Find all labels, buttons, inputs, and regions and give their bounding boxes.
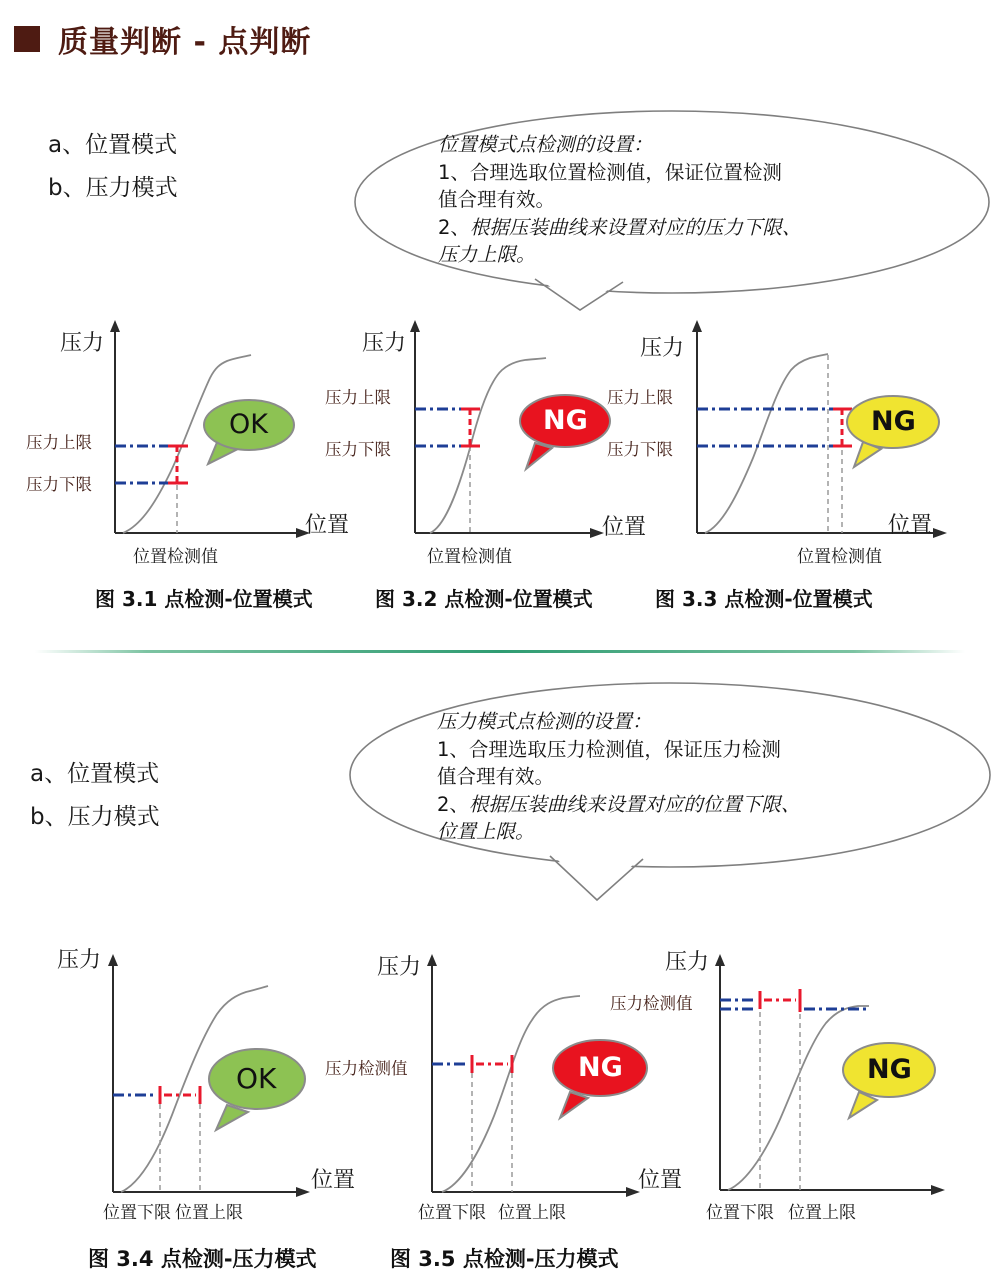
chart-pressure-mode-3-plot bbox=[600, 940, 1000, 1240]
chart-3-2-upper-limit-label: 压力上限 bbox=[325, 388, 391, 407]
chart-3-5-pos-upper-label: 位置上限 bbox=[498, 1203, 566, 1223]
chart-3-5-detect-label: 压力检测值 bbox=[325, 1059, 408, 1078]
s1-list-item-a: a、位置模式 bbox=[48, 132, 178, 158]
chart-3-3-yaxis-label: 压力 bbox=[640, 336, 685, 361]
s1-bubble-text bbox=[438, 131, 968, 269]
chart-3-3 bbox=[605, 318, 1000, 580]
s2-speech-bubble bbox=[345, 678, 1000, 913]
s2-bubble-text bbox=[437, 708, 977, 846]
chart-3-3-lower-limit-label: 压力下限 bbox=[607, 440, 673, 459]
s1-speech-bubble bbox=[350, 103, 998, 323]
chart-3-1-lower-limit-label: 压力下限 bbox=[26, 475, 92, 494]
caption-fig-3-5: 图 3.5 点检测-压力模式 bbox=[390, 1247, 619, 1271]
page-title: 质量判断 - 点判断 bbox=[58, 25, 312, 60]
chart-3-3-upper-limit-label: 压力上限 bbox=[607, 388, 673, 407]
chart-3-2-yaxis-label: 压力 bbox=[362, 331, 407, 356]
chart-3-4-result-badge: OK bbox=[236, 1062, 277, 1095]
caption-fig-3-3: 图 3.3 点检测-位置模式 bbox=[655, 587, 873, 611]
chart-3-4-xaxis-label: 位置 bbox=[311, 1168, 356, 1193]
chart-3-5-pos-lower-label: 位置下限 bbox=[418, 1203, 486, 1223]
chart-3-4-pos-lower-label: 位置下限 bbox=[103, 1203, 171, 1223]
chart-3-2-lower-limit-label: 压力下限 bbox=[325, 440, 391, 459]
s2-bubble-line2: 值合理有效。 bbox=[437, 765, 555, 788]
s1-bubble-line1: 1、合理选取位置检测值，保证位置检测 bbox=[438, 160, 782, 184]
chart-3-4-plot bbox=[20, 940, 360, 1240]
chart-3-2-detect-label: 位置检测值 bbox=[427, 547, 512, 567]
chart-pressure-mode-3-pos-upper-label: 位置上限 bbox=[788, 1203, 856, 1223]
chart-pressure-mode-3 bbox=[600, 940, 1000, 1240]
chart-pressure-mode-3-pos-lower-label: 位置下限 bbox=[706, 1203, 774, 1223]
chart-3-4-pos-upper-label: 位置上限 bbox=[175, 1203, 243, 1223]
chart-3-3-xaxis-label: 位置 bbox=[888, 513, 933, 538]
chart-pressure-mode-3-result-badge: NG bbox=[867, 1054, 912, 1085]
s2-bubble-line3: 2、根据压装曲线来设置对应的位置下限、 bbox=[437, 792, 801, 816]
chart-3-4-yaxis-label: 压力 bbox=[57, 948, 102, 973]
chart-pressure-mode-3-detect-label: 压力检测值 bbox=[610, 994, 693, 1013]
s1-list-item-b: b、压力模式 bbox=[48, 175, 178, 201]
chart-3-2-xaxis-label: 位置 bbox=[602, 515, 647, 540]
s1-bubble-title: 位置模式点检测的设置： bbox=[438, 133, 653, 156]
chart-3-3-result-badge: NG bbox=[871, 406, 916, 437]
s1-bubble-line4: 压力上限。 bbox=[438, 243, 536, 266]
chart-3-1-detect-label: 位置检测值 bbox=[133, 547, 218, 567]
caption-fig-3-4: 图 3.4 点检测-压力模式 bbox=[88, 1247, 317, 1271]
s2-bubble-line4: 位置上限。 bbox=[437, 820, 535, 843]
chart-3-4 bbox=[20, 940, 360, 1240]
chart-3-1-xaxis-label: 位置 bbox=[305, 513, 350, 538]
title-bullet-square bbox=[14, 26, 40, 52]
caption-fig-3-1: 图 3.1 点检测-位置模式 bbox=[95, 587, 313, 611]
chart-3-2-result-badge: NG bbox=[543, 405, 588, 436]
chart-3-1-upper-limit-label: 压力上限 bbox=[26, 433, 92, 452]
chart-3-5-result-badge: NG bbox=[578, 1052, 623, 1083]
chart-3-1-yaxis-label: 压力 bbox=[60, 331, 105, 356]
chart-3-5-xaxis-label: 位置 bbox=[638, 1168, 683, 1193]
chart-3-1 bbox=[20, 318, 355, 580]
caption-fig-3-2: 图 3.2 点检测-位置模式 bbox=[375, 587, 593, 611]
s1-bubble-line2: 值合理有效。 bbox=[438, 188, 556, 211]
chart-3-1-result-badge: OK bbox=[229, 409, 268, 440]
s2-list-item-b: b、压力模式 bbox=[30, 804, 160, 830]
chart-3-5-yaxis-label: 压力 bbox=[377, 955, 422, 980]
chart-pressure-mode-3-yaxis-label: 压力 bbox=[665, 950, 710, 975]
chart-3-3-detect-label: 位置检测值 bbox=[797, 547, 882, 567]
section-divider bbox=[35, 650, 965, 653]
s2-list-item-a: a、位置模式 bbox=[30, 761, 160, 787]
s2-bubble-title: 压力模式点检测的设置： bbox=[437, 710, 652, 733]
s2-bubble-line1: 1、合理选取压力检测值，保证压力检测 bbox=[437, 737, 781, 761]
s1-bubble-line3: 2、根据压装曲线来设置对应的压力下限、 bbox=[438, 215, 802, 239]
